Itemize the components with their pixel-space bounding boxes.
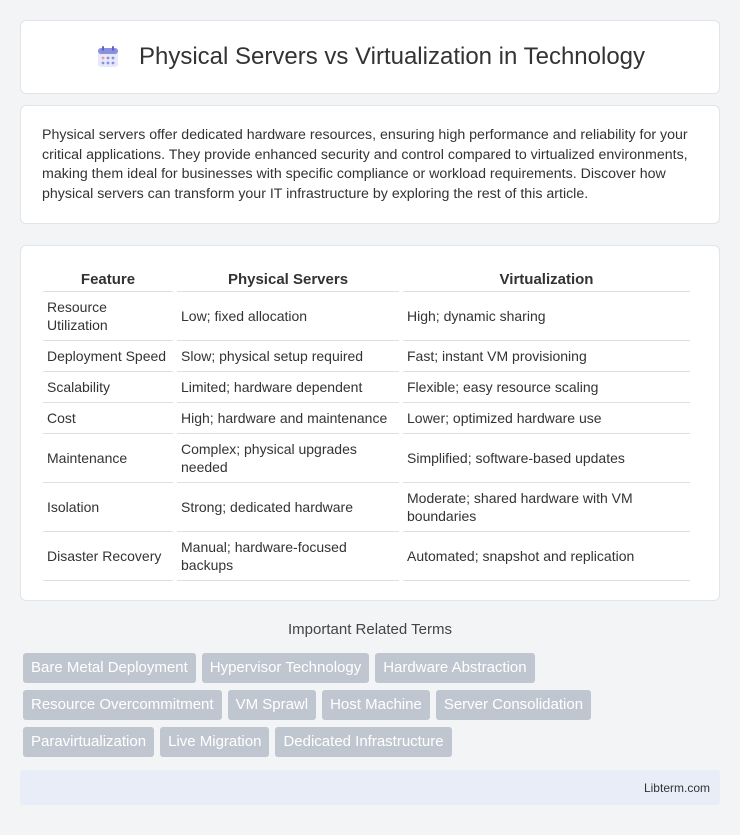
footer	[20, 770, 720, 805]
intro-text: Physical servers offer dedicated hardware resources, ensuring high performance and reliability for your critical applications. They provide enhanced security and control compared to virtualized environments, making them ideal for businesses with specific compliance or workload requirements. Discover how physical servers can transform your IT infrastructure by exploring the rest of this article.	[42, 127, 688, 202]
table-row	[43, 403, 690, 434]
column-header-virtualization: Virtualization	[403, 266, 690, 292]
table-cell: Manual; hardware-focused backups	[177, 532, 399, 581]
comparison-table-card	[20, 245, 720, 601]
table-cell: Deployment Speed	[43, 341, 173, 372]
table-row	[43, 292, 690, 341]
table-row	[43, 372, 690, 403]
table-cell: Simplified; software-based updates	[403, 434, 690, 483]
column-header-physical-servers: Physical Servers	[177, 266, 399, 292]
table-row	[43, 341, 690, 372]
table-cell: Resource Utilization	[43, 292, 173, 341]
tag-server-consolidation[interactable]: Server Consolidation	[436, 690, 591, 720]
table-cell: Lower; optimized hardware use	[403, 403, 690, 434]
table-cell: Slow; physical setup required	[177, 341, 399, 372]
table-cell: Isolation	[43, 483, 173, 532]
column-header-feature: Feature	[43, 266, 173, 292]
table-row	[43, 483, 690, 532]
table-cell: Low; fixed allocation	[177, 292, 399, 341]
tag-live-migration[interactable]: Live Migration	[160, 727, 269, 757]
calendar-icon	[95, 44, 121, 70]
intro-card	[20, 105, 720, 224]
tag-row	[23, 727, 723, 757]
tag-hypervisor-technology[interactable]: Hypervisor Technology	[202, 653, 369, 683]
related-terms-tags	[23, 653, 723, 764]
table-cell: Limited; hardware dependent	[177, 372, 399, 403]
table-row	[43, 434, 690, 483]
table-cell: Maintenance	[43, 434, 173, 483]
table-cell: Complex; physical upgrades needed	[177, 434, 399, 483]
table-row	[43, 532, 690, 581]
table-cell: Moderate; shared hardware with VM boundaries	[403, 483, 690, 532]
table-cell: Scalability	[43, 372, 173, 403]
table-cell: Fast; instant VM provisioning	[403, 341, 690, 372]
table-cell: Disaster Recovery	[43, 532, 173, 581]
tag-resource-overcommitment[interactable]: Resource Overcommitment	[23, 690, 222, 720]
footer-brand-link[interactable]: Libterm.com	[643, 780, 710, 795]
tag-vm-sprawl[interactable]: VM Sprawl	[228, 690, 317, 720]
table-cell: Strong; dedicated hardware	[177, 483, 399, 532]
table-cell: High; dynamic sharing	[403, 292, 690, 341]
tag-hardware-abstraction[interactable]: Hardware Abstraction	[375, 653, 534, 683]
table-cell: Flexible; easy resource scaling	[403, 372, 690, 403]
page-title: Physical Servers vs Virtualization in Technology	[138, 43, 646, 70]
tag-row	[23, 690, 723, 720]
table-cell: Cost	[43, 403, 173, 434]
table-header-row	[43, 266, 690, 292]
table-cell: Automated; snapshot and replication	[403, 532, 690, 581]
tag-row	[23, 653, 723, 683]
related-terms-title: Important Related Terms	[288, 621, 452, 638]
tag-dedicated-infrastructure[interactable]: Dedicated Infrastructure	[275, 727, 451, 757]
tag-host-machine[interactable]: Host Machine	[322, 690, 430, 720]
table-cell: High; hardware and maintenance	[177, 403, 399, 434]
tag-paravirtualization[interactable]: Paravirtualization	[23, 727, 154, 757]
tag-bare-metal-deployment[interactable]: Bare Metal Deployment	[23, 653, 196, 683]
comparison-table	[39, 266, 694, 581]
header-card	[20, 20, 720, 94]
